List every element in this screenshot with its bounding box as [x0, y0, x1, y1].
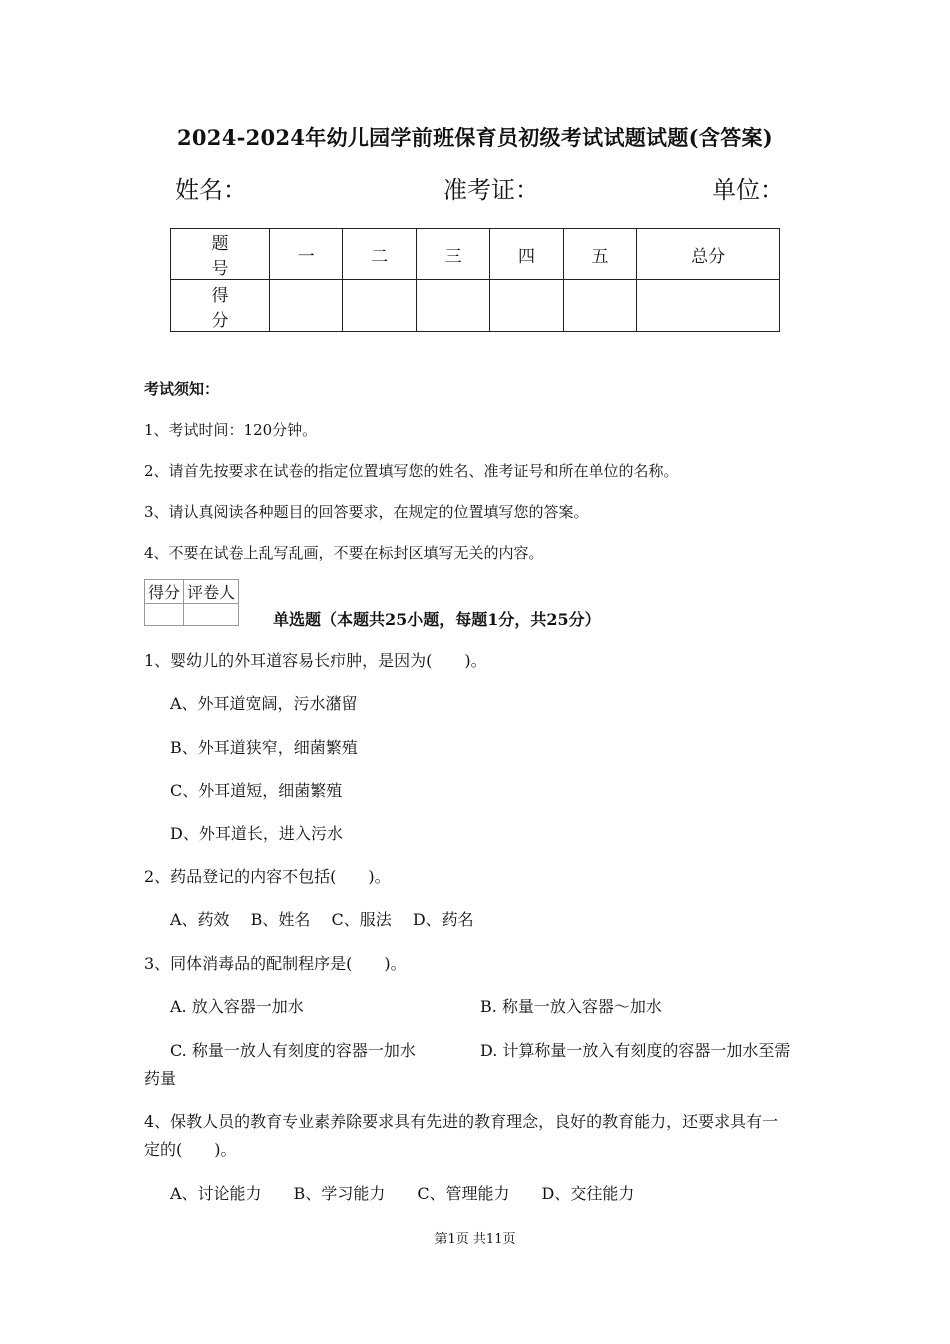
score-table-cell: 题 号: [171, 229, 270, 280]
question-stem: 4、保教人员的教育专业素养除要求具有先进的教育理念，良好的教育能力，还要求具有一: [144, 1112, 779, 1131]
score-cell[interactable]: [637, 280, 780, 332]
unit-label: 单位：: [712, 176, 784, 204]
page-title: 2024-2024年幼儿园学前班保育员初级考试试题试题(含答案): [176, 125, 774, 150]
question-stem: 3、同体消毒品的配制程序是( )。: [144, 954, 407, 973]
grader-reviewer-cell[interactable]: [184, 604, 239, 626]
question-option: B. 称量一放入容器～加水: [480, 997, 662, 1016]
question-option-continuation: 药量: [144, 1069, 177, 1088]
score-cell[interactable]: [563, 280, 636, 332]
score-table-score-row: [171, 280, 780, 332]
question-option: D. 计算称量一放入有刻度的容器一加水至需: [480, 1041, 791, 1060]
score-table-cell: 总分: [637, 229, 780, 280]
grader-score-label: 得分: [145, 580, 184, 604]
page-footer: 第1页 共11页: [434, 1232, 516, 1247]
notice-heading: 考试须知：: [144, 380, 220, 398]
score-cell[interactable]: [270, 280, 343, 332]
grader-score-cell[interactable]: [145, 604, 184, 626]
question-option: A、外耳道宽阔，污水潴留: [170, 694, 358, 713]
score-table-cell: 四: [490, 229, 563, 280]
question-stem-continuation: 定的( )。: [144, 1140, 237, 1159]
score-cell[interactable]: [416, 280, 489, 332]
grader-reviewer-label: 评卷人: [184, 580, 239, 604]
question-option: D、外耳道长，进入污水: [170, 824, 343, 843]
section-heading: 单选题（本题共25小题，每题1分，共25分）: [273, 610, 601, 629]
notice-item: 2、请首先按要求在试卷的指定位置填写您的姓名、准考证号和所在单位的名称。: [144, 462, 679, 480]
exam-id-label: 准考证：: [443, 176, 539, 204]
score-table-cell: 一: [270, 229, 343, 280]
question-options: A、讨论能力 B、学习能力 C、管理能力 D、交往能力: [170, 1184, 635, 1203]
score-table-cell: 三: [416, 229, 489, 280]
question-option: C、外耳道短，细菌繁殖: [170, 781, 343, 800]
name-label: 姓名：: [175, 176, 247, 204]
question-options: A、药效 B、姓名 C、服法 D、药名: [170, 910, 474, 929]
grader-box: [144, 579, 239, 626]
notice-item: 3、请认真阅读各种题目的回答要求，在规定的位置填写您的答案。: [144, 503, 589, 521]
question-stem: 1、婴幼儿的外耳道容易长疖肿，是因为( )。: [144, 651, 487, 670]
score-cell[interactable]: [343, 280, 416, 332]
score-table-cell: 五: [563, 229, 636, 280]
score-table-header-row: [171, 229, 780, 280]
score-table-cell: 二: [343, 229, 416, 280]
notice-item: 1、考试时间：120分钟。: [144, 421, 318, 439]
question-stem: 2、药品登记的内容不包括( )。: [144, 867, 391, 886]
question-option: B、外耳道狭窄，细菌繁殖: [170, 738, 358, 757]
score-table-cell: 得 分: [171, 280, 270, 332]
score-table: [170, 228, 780, 332]
score-cell[interactable]: [490, 280, 563, 332]
notice-item: 4、不要在试卷上乱写乱画，不要在标封区填写无关的内容。: [144, 544, 544, 562]
question-option: C. 称量一放人有刻度的容器一加水: [170, 1041, 416, 1060]
question-option: A. 放入容器一加水: [170, 997, 304, 1016]
